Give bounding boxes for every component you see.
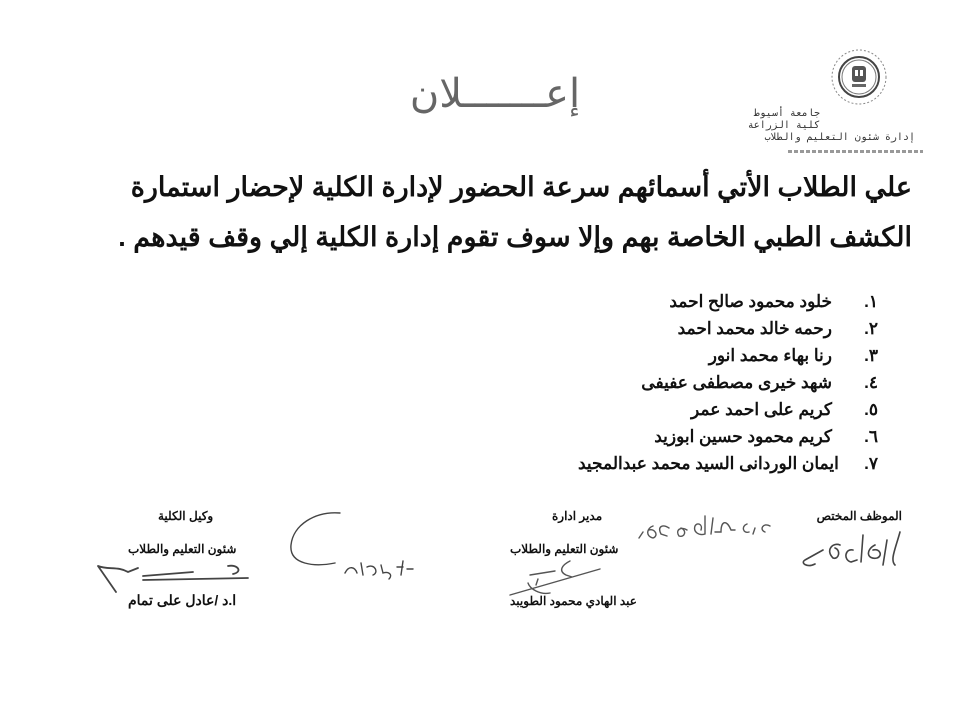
director-handwritten-name-icon bbox=[635, 512, 775, 552]
list-number: ١. bbox=[864, 291, 878, 311]
list-item bbox=[578, 450, 878, 477]
student-list bbox=[578, 288, 878, 477]
letterhead-department: إدارة شئون التعليم والطلاب bbox=[764, 132, 915, 143]
student-name: كريم محمود حسين ابوزيد bbox=[654, 426, 832, 446]
list-number: ٥. bbox=[864, 399, 878, 419]
letterhead-university: جامعة أسيوط bbox=[753, 108, 820, 119]
director-name: عبد الهادي محمود الطويبد bbox=[510, 594, 637, 608]
list-item bbox=[578, 288, 878, 315]
list-number: ٧. bbox=[864, 453, 878, 473]
university-seal-icon bbox=[830, 48, 888, 106]
student-name: ايمان الوردانى السيد محمد عبدالمجيد bbox=[578, 453, 839, 473]
letterhead-text bbox=[747, 108, 915, 144]
list-item bbox=[578, 315, 878, 342]
employee-title: الموظف المختص bbox=[816, 509, 902, 523]
list-item bbox=[578, 369, 878, 396]
announcement-body bbox=[112, 162, 912, 262]
director-title-line2: شئون التعليم والطلاب bbox=[510, 542, 619, 556]
student-name: شهد خيرى مصطفى عفيفى bbox=[641, 372, 832, 392]
vice-dean-name: ا.د /عادل على تمام bbox=[128, 592, 237, 608]
list-item bbox=[578, 342, 878, 369]
student-name: كريم على احمد عمر bbox=[691, 399, 832, 419]
list-number: ٣. bbox=[864, 345, 878, 365]
director-title-line1: مدير ادارة bbox=[552, 509, 603, 523]
list-number: ٢. bbox=[864, 318, 878, 338]
vice-dean-title-line2: شئون التعليم والطلاب bbox=[128, 542, 237, 556]
list-item bbox=[578, 396, 878, 423]
employee-signature-icon bbox=[795, 520, 910, 579]
student-name: رنا بهاء محمد انور bbox=[708, 345, 832, 365]
body-line-1: علي الطلاب الأتي أسمائهم سرعة الحضور لإدارة الكلية لإحضار استمارة bbox=[130, 172, 912, 202]
student-name: رحمه خالد محمد احمد bbox=[677, 318, 832, 338]
vice-dean-handwritten-note-icon bbox=[285, 505, 420, 589]
vice-dean-title-line1: وكيل الكلية bbox=[158, 509, 214, 523]
student-name: خلود محمود صالح احمد bbox=[669, 291, 832, 311]
list-number: ٤. bbox=[864, 372, 878, 392]
list-number: ٦. bbox=[864, 426, 878, 446]
list-item bbox=[578, 423, 878, 450]
announcement-title: إعـــــــلان bbox=[409, 71, 581, 117]
letterhead-rule bbox=[788, 150, 923, 153]
body-line-2: الكشف الطبي الخاصة بهم وإلا سوف تقوم إدارة الكلية إلي وقف قيدهم . bbox=[118, 222, 912, 252]
letterhead-faculty: كلية الزراعة bbox=[747, 120, 820, 131]
